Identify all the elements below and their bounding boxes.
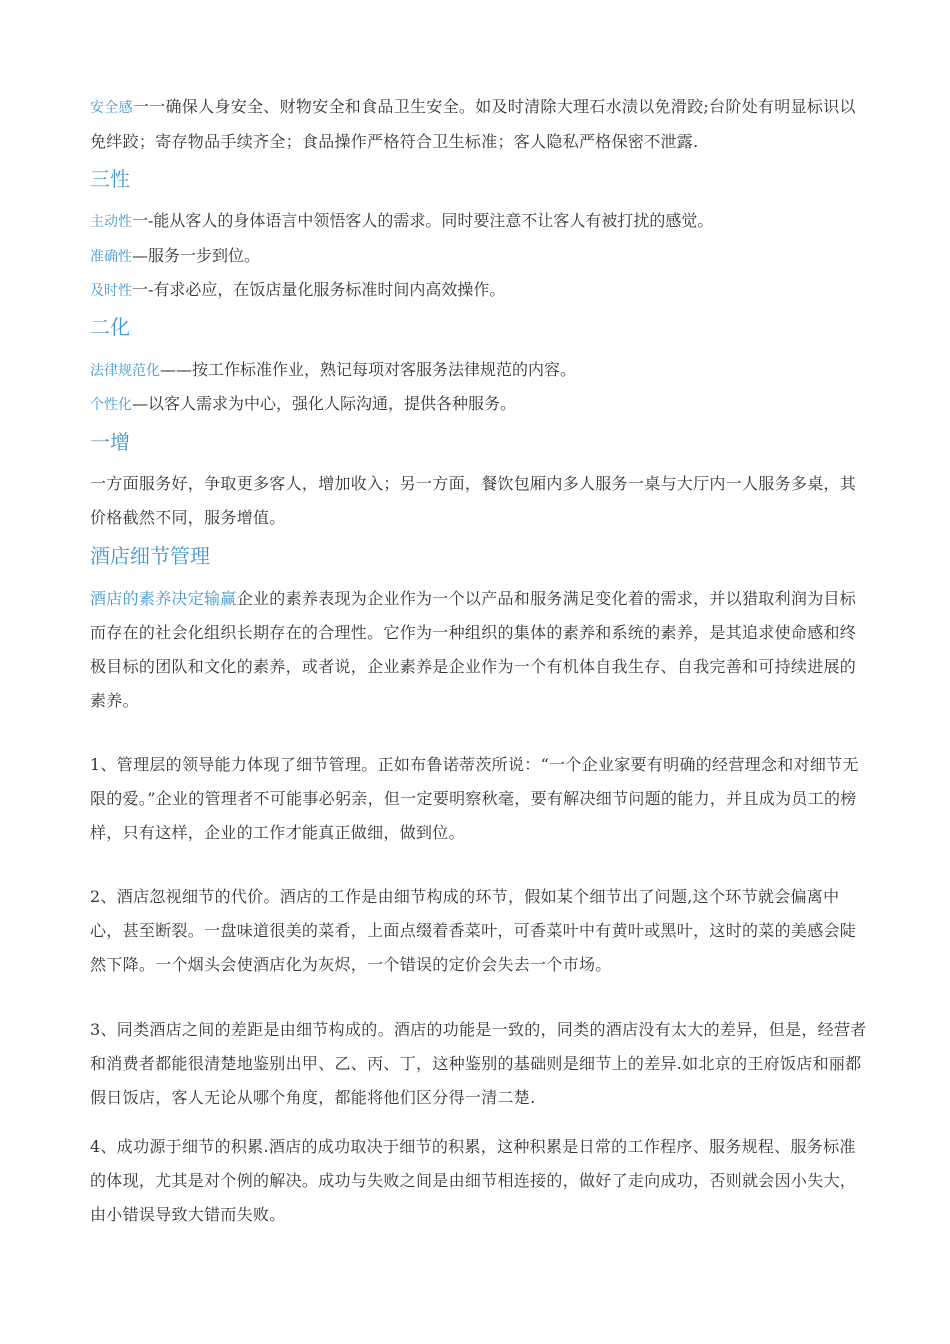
safety-term: 安全感 (90, 100, 133, 116)
lead-term: 酒店的素养决定输赢 (90, 589, 237, 608)
legal-term: 法律规范化 (90, 363, 160, 379)
proactive-term: 主动性 (90, 214, 132, 230)
increase-paragraph: 一方面服务好，争取更多客人，增加收入；另一方面，餐饮包厢内多人服务一桌与大厅内一人服务多桌，其价格截然不同，服务增值。 (90, 474, 857, 527)
paragraph-3: 3、同类酒店之间的差距是由细节构成的。酒店的功能是一致的，同类的酒店没有太大的差异，但是，经营者和消费者都能很清楚地鉴别出甲、乙、丙、丁，这种鉴别的基础则是细节上的差异.如北京的王府饭店和丽都假日饭店，客人无论从哪个角度，都能将他们区分得一清二楚. (90, 1020, 867, 1107)
personal-text: —以客人需求为中心，强化人际沟通，提供各种服务。 (132, 394, 517, 413)
heading-detail: 酒店细节管理 (90, 544, 210, 568)
heading-one: 一增 (90, 430, 130, 454)
timeliness-line (90, 276, 870, 305)
lead-paragraph (90, 582, 870, 718)
safety-text: 一一确保人身安全、财物安全和食品卫生安全。如及时清除大理石水渍以免滑跤;台阶处有明显标识以免绊跤；寄存物品手续齐全；食品操作严格符合卫生标准；客人隐私严格保密不泄露. (90, 97, 856, 151)
paragraph-2: 2、酒店忽视细节的代价。酒店的工作是由细节构成的环节，假如某个细节出了问题,这个环节就会偏离中心，甚至断裂。一盘味道很美的菜肴，上面点缀着香菜叶，可香菜叶中有黄叶或黑叶，这时的菜的美感会陡然下降。一个烟头会使酒店化为灰烬，一个错误的定价会失去一个市场。 (90, 887, 857, 974)
accuracy-term: 准确性 (90, 249, 132, 265)
safety-paragraph (90, 90, 870, 159)
heading-three: 三性 (90, 167, 130, 191)
proactive-line (90, 207, 870, 236)
personal-line (90, 390, 870, 419)
lead-text: 企业的素养表现为企业作为一个以产品和服务满足变化着的需求，并以猎取利润为目标而存在的社会化组织长期存在的合理性。它作为一种组织的集体的素养和系统的素养，是其追求使命感和终极目标的团队和文化的素养，或者说，企业素养是企业作为一个有机体自我生存、自我完善和可持续进展的素养。 (90, 589, 857, 710)
accuracy-line (90, 242, 870, 271)
paragraph-4: 4、成功源于细节的积累.酒店的成功取决于细节的积累，这种积累是日常的工作程序、服务规程、服务标准的体现，尤其是对个例的解决。成功与失败之间是由细节相连接的，做好了走向成功，否则就会因小失大，由小错误导致大错而失败。 (90, 1137, 857, 1224)
personal-term: 个性化 (90, 397, 132, 413)
accuracy-text: —服务一步到位。 (132, 246, 261, 265)
proactive-text: 一-能从客人的身体语言中领悟客人的需求。同时要注意不让客人有被打扰的感觉。 (132, 211, 714, 230)
legal-line (90, 356, 870, 385)
timeliness-text: 一-有求必应，在饭店量化服务标准时间内高效操作。 (132, 280, 506, 299)
legal-text: ——按工作标准作业，熟记每项对客服务法律规范的内容。 (160, 360, 577, 379)
timeliness-term: 及时性 (90, 283, 132, 299)
paragraph-1: 1、管理层的领导能力体现了细节管理。正如布鲁诺蒂茨所说：“一个企业家要有明确的经营理念和对细节无限的爱。”企业的管理者不可能事必躬亲，但一定要明察秋毫，要有解决细节问题的能力，并且成为员工的榜样，只有这样，企业的工作才能真正做细，做到位。 (90, 755, 859, 842)
heading-two: 二化 (90, 315, 130, 339)
